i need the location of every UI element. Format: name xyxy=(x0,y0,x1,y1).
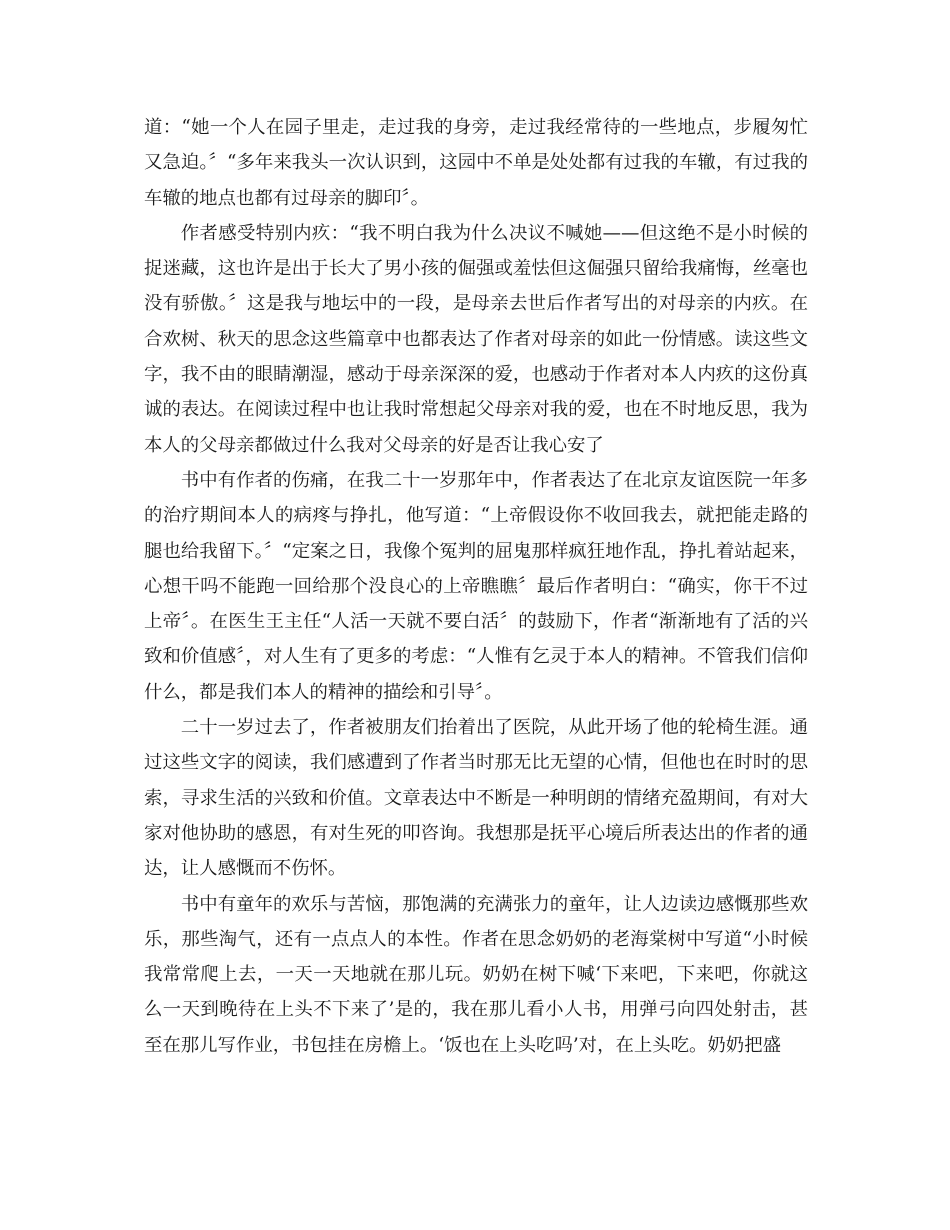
paragraph-3: 书中有作者的伤痛，在我二十一岁那年中，作者表达了在北京友谊医院一年多的治疗期间本人的病疼与挣扎，他写道：“上帝假设你不收回我去，就把能走路的腿也给我留下。〞“定案之日，我像个冤判的屈鬼那样疯狂地作乱，挣扎着站起来，心想干吗不能跑一回给那个没良心的上帝瞧瞧〞最后作者明白：“确实，你干不过上帝〞。在医生王主任“人活一天就不要白活〞的鼓励下，作者“渐渐地有了活的兴致和价值感〞，对人生有了更多的考虑：“人惟有乞灵于本人的精神。不管我们信仰什么，都是我们本人的精神的描绘和引导〞。 xyxy=(144,469,808,703)
paragraph-2: 作者感受特别内疚：“我不明白我为什么决议不喊她——但这绝不是小时候的捉迷藏，这也许是出于长大了男小孩的倔强或羞怯但这倔强只留给我痛悔，丝毫也没有骄傲。〞这是我与地坛中的一段，是母亲去世后作者写出的对母亲的内疚。在合欢树、秋天的思念这些篇章中也都表达了作者对母亲的如此一份情感。读这些文字，我不由的眼睛潮湿，感动于母亲深深的爱，也感动于作者对本人内疚的这份真诚的表达。在阅读过程中也让我时常想起父母亲对我的爱，也在不时地反思，我为本人的父母亲都做过什么我对父母亲的好是否让我心安了 xyxy=(144,222,808,456)
body-text xyxy=(144,110,808,1063)
paragraph-1: 道：“她一个人在园子里走，走过我的身旁，走过我经常待的一些地点，步履匆忙又急迫。〞“多年来我头一次认识到，这园中不单是处处都有过我的车辙，有过我的车辙的地点也都有过母亲的脚印〞。 xyxy=(144,117,808,209)
paragraph-4: 二十一岁过去了，作者被朋友们抬着出了医院，从此开场了他的轮椅生涯。通过这些文字的阅读，我们感遭到了作者当时那无比无望的心情，但他也在时时的思索，寻求生活的兴致和价值。文章表达中不断是一种明朗的情绪充盈期间，有对大家对他协助的感恩，有对生死的叩咨询。我想那是抚平心境后所表达出的作者的通达，让人感慨而不伤怀。 xyxy=(144,717,808,880)
paragraph-5: 书中有童年的欢乐与苦恼，那饱满的充满张力的童年，让人边读边感慨那些欢乐，那些淘气，还有一点点人的本性。作者在思念奶奶的老海棠树中写道“小时候我常常爬上去，一天一天地就在那儿玩。奶奶在树下喊‘下来吧，下来吧，你就这么一天到晚待在上头不下来了’是的，我在那儿看小人书，用弹弓向四处射击，甚至在那儿写作业，书包挂在房檐上。‘饭也在上头吃吗’对，在上头吃。奶奶把盛 xyxy=(144,893,808,1056)
